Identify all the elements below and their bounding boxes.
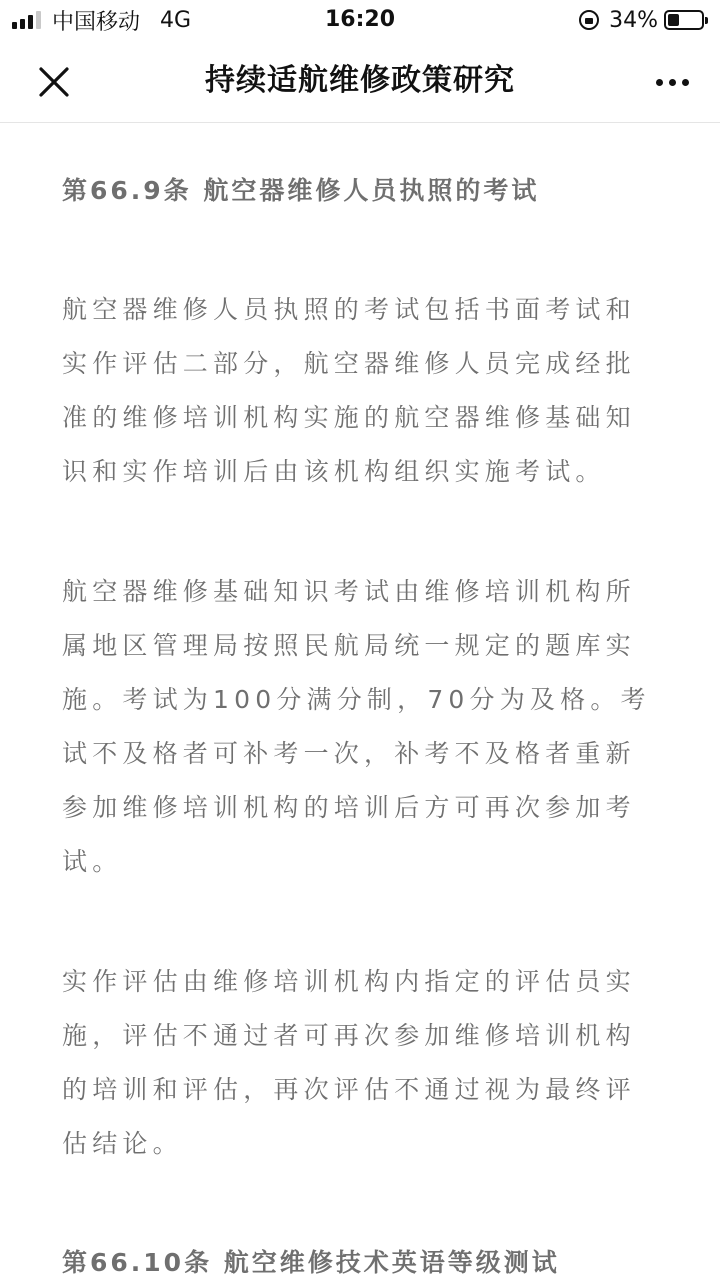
article-content xyxy=(62,123,662,1283)
section-heading: 第66.10条 航空维修技术英语等级测试 xyxy=(62,1248,560,1277)
nav-bar xyxy=(0,40,720,123)
article-paragraph: 航空器维修人员执照的考试包括书面考试和实作评估二部分，航空器维修人员完成经批准的维修培训机构实施的航空器维修基础知识和实作培训后由该机构组织实施考试。 xyxy=(62,295,636,486)
close-button[interactable] xyxy=(26,54,82,110)
close-icon xyxy=(38,66,70,98)
more-icon-dot xyxy=(656,79,663,86)
status-time: 16:20 xyxy=(324,7,396,32)
status-right xyxy=(579,6,704,34)
orientation-lock-icon xyxy=(579,10,599,30)
battery-icon xyxy=(664,10,704,30)
article-paragraph: 实作评估由维修培训机构内指定的评估员实施，评估不通过者可再次参加维修培训机构的培训和评估，再次评估不通过视为最终评估结论。 xyxy=(62,967,636,1158)
more-button[interactable] xyxy=(644,54,700,110)
more-icon-dot xyxy=(682,79,689,86)
more-icon-dot xyxy=(669,79,676,86)
battery-percentage: 34% xyxy=(609,7,658,33)
battery-fill xyxy=(668,14,679,26)
article-paragraph: 航空器维修基础知识考试由维修培训机构所属地区管理局按照民航局统一规定的题库实施。考试为100分满分制，70分为及格。考试不及格者可补考一次，补考不及格者重新参加维修培训机构的培训后方可再次参加考试。 xyxy=(62,577,651,876)
status-bar xyxy=(0,0,720,40)
page-title: 持续适航维修政策研究 xyxy=(205,63,515,98)
carrier-name: 中国移动 xyxy=(52,9,141,35)
network-type: 4G xyxy=(160,7,192,33)
section-heading: 第66.9条 航空器维修人员执照的考试 xyxy=(62,176,540,205)
